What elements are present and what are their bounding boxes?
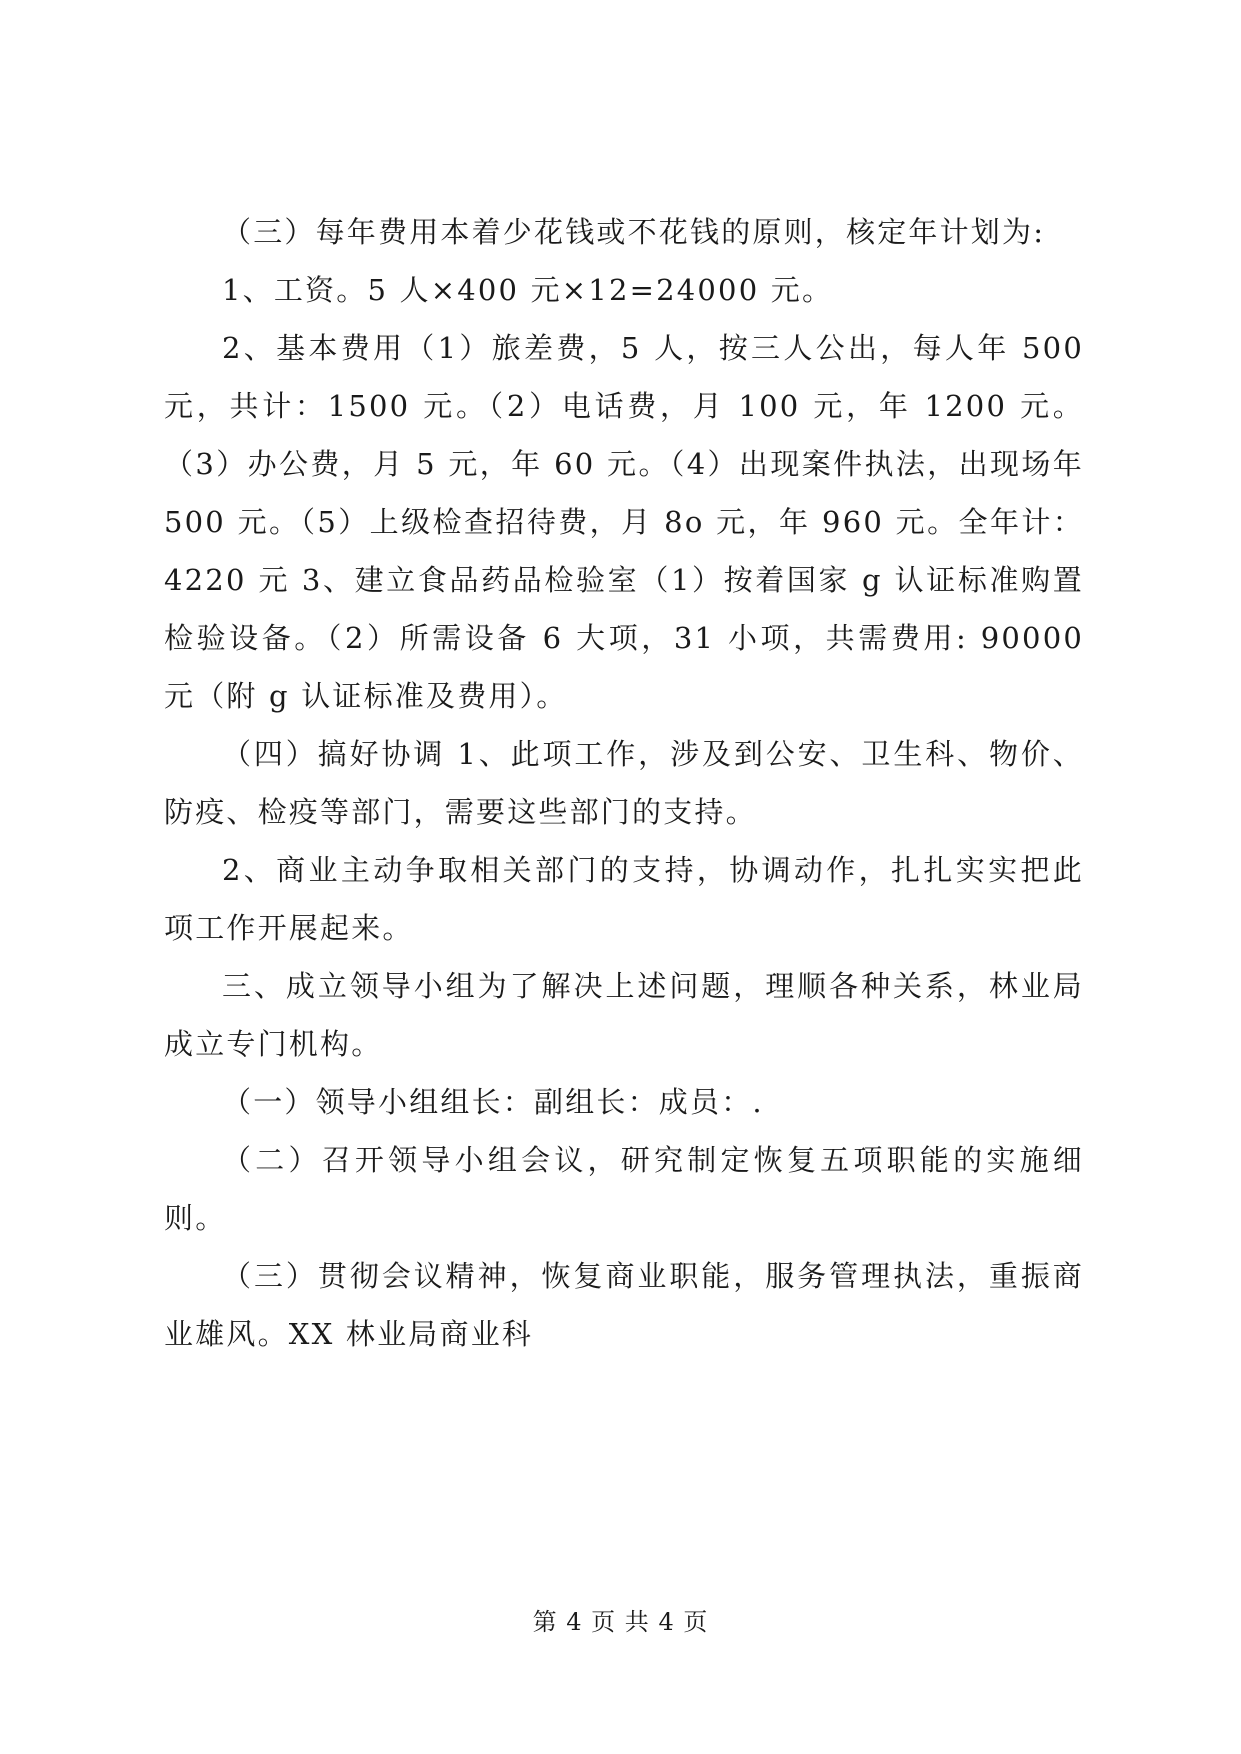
paragraph-annual-budget-heading: （三）每年费用本着少花钱或不花钱的原则，核定年计划为:	[222, 215, 1046, 249]
paragraph-basic-expenses: 2、基本费用（1）旅差费，5 人，按三人公出，每人年 500 元，共计：1500 元。（2）电话费，月 100 元，年 1200 元。（3）办公费，月 5 元，年 60 元。（4）出现案件执法，出现场年 500 元。（5）上级检查招待费，月 8o 元，年 960 元。全年计：4220 元 3、建立食品药品检验室（1）按着国家 g 认证标准购置检验设备。（2）所需设备 6 大项，31 小项，共需费用: 90000 元（附 g 认证标准及费用）。	[164, 331, 1084, 713]
paragraph-wages: 1、工资。5 人×400 元×12=24000 元。	[222, 273, 834, 307]
document-body	[164, 203, 1084, 1363]
page-number-footer: 第 4 页 共 4 页	[532, 1608, 709, 1636]
paragraph-implementation: （三）贯彻会议精神，恢复商业职能，服务管理执法，重振商业雄风。XX 林业局商业科	[164, 1259, 1084, 1351]
paragraph-group-members: （一）领导小组组长：副组长：成员：.	[222, 1085, 764, 1119]
paragraph-coordination: （四）搞好协调 1、此项工作，涉及到公安、卫生科、物价、防疫、检疫等部门，需要这些部门的支持。	[164, 737, 1084, 829]
paragraph-department-support: 2、商业主动争取相关部门的支持，协调动作，扎扎实实把此项工作开展起来。	[164, 853, 1084, 945]
paragraph-group-meeting: （二）召开领导小组会议，研究制定恢复五项职能的实施细则。	[164, 1143, 1084, 1235]
paragraph-leading-group: 三、成立领导小组为了解决上述问题，理顺各种关系，林业局成立专门机构。	[164, 969, 1084, 1061]
